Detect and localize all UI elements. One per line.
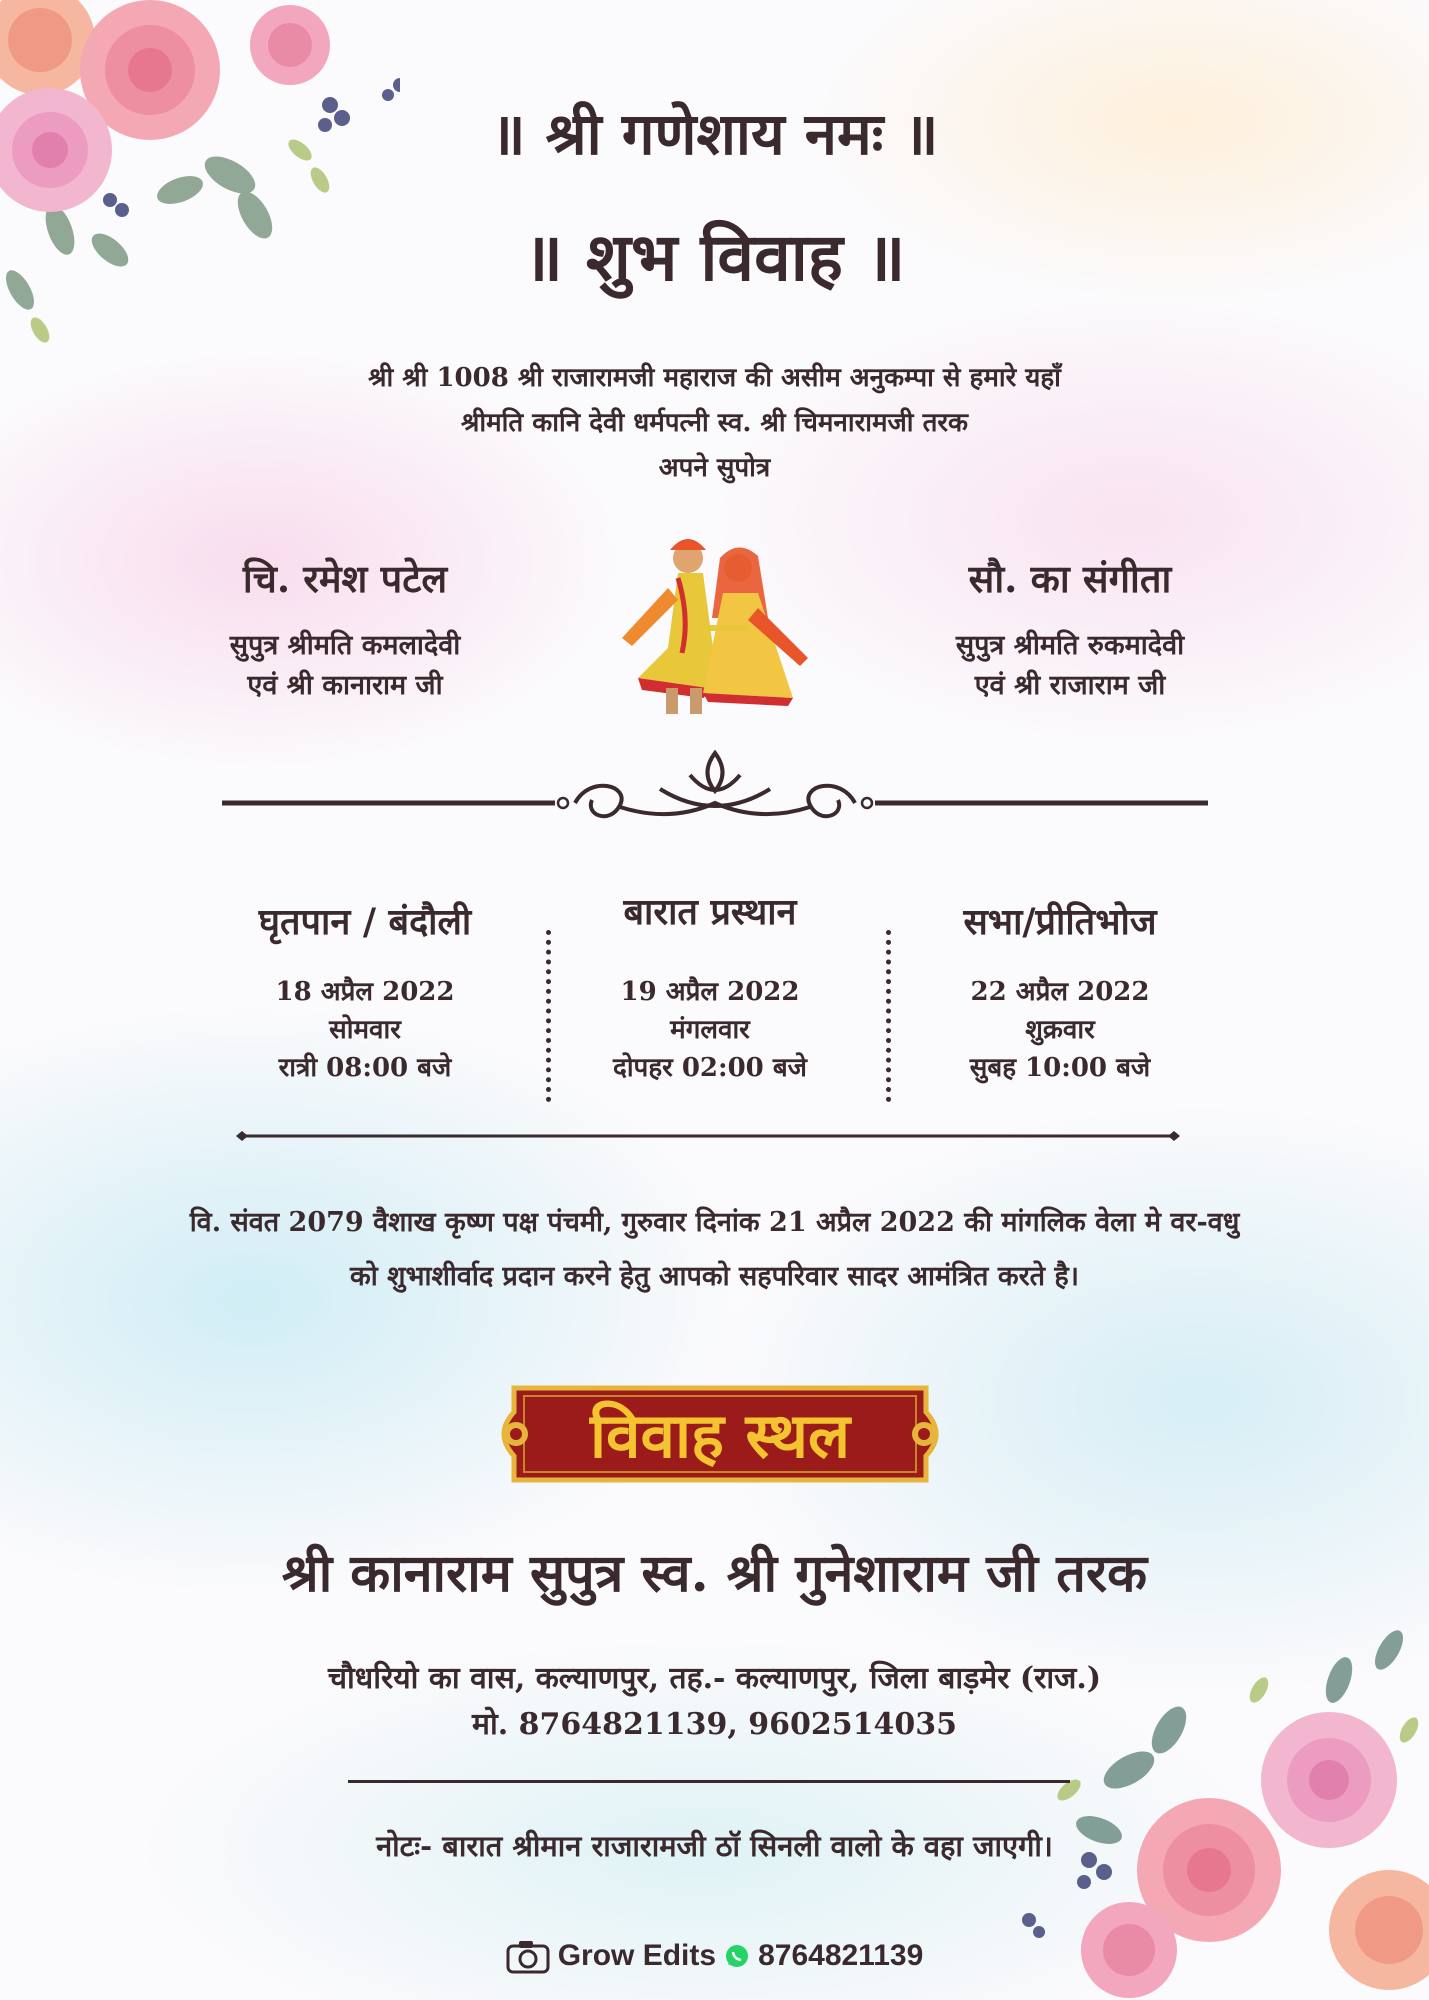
- event-day: शुक्रवार: [1025, 1015, 1095, 1045]
- intro-line-1: श्री श्री 1008 श्री राजारामजी महाराज की असीम अनुकम्पा से हमारे यहाँ: [368, 363, 1061, 393]
- bride-block: [880, 552, 1260, 706]
- event-details: [200, 973, 530, 1087]
- note-text: नोटः- बारात श्रीमान राजारामजी ठॉ सिनली वालो के वहा जाएगी।: [376, 1829, 1053, 1863]
- event-time: सुबह 10:00 बजे: [969, 1053, 1151, 1083]
- event-day: मंगलवार: [670, 1015, 750, 1045]
- camera-icon: [506, 1938, 550, 1974]
- note-divider: [348, 1780, 1070, 1783]
- venue-banner: [494, 1382, 946, 1486]
- ganesh-invocation: ॥ श्री गणेशाय नमः ॥: [490, 100, 939, 168]
- event-date: 19 अप्रैल 2022: [620, 977, 800, 1007]
- intro-text: [0, 356, 1429, 491]
- venue-banner-title: विवाह स्थल: [589, 1399, 851, 1472]
- event-details: [560, 973, 860, 1087]
- event-day: सोमवार: [329, 1015, 401, 1045]
- event-title: घृतपान / बंदौली: [258, 901, 472, 943]
- bride-groom-illustration: [608, 528, 822, 723]
- event-separator-left: [546, 930, 551, 1102]
- page-title: ॥ शुभ विवाह ॥: [523, 218, 906, 296]
- groom-parents: [160, 626, 530, 706]
- bride-parents: [880, 626, 1260, 706]
- groom-name: चि. रमेश पटेल: [242, 556, 448, 601]
- bride-parents-line-2: एवं श्री राजाराम जी: [974, 670, 1166, 701]
- diya-flourish-icon: [575, 753, 855, 816]
- events-divider: [234, 1126, 1182, 1146]
- event-title: सभा/प्रीतिभोज: [963, 901, 1157, 943]
- intro-line-3: अपने सुपोत्र: [658, 453, 771, 483]
- top-left-floral-decoration: [0, 0, 400, 360]
- event-time: रात्री 08:00 बजे: [278, 1053, 452, 1083]
- event-details: [900, 973, 1220, 1087]
- event-title: बारात प्रस्थान: [623, 891, 797, 933]
- venue-address-block: [0, 1656, 1429, 1748]
- groom-parents-line-1: सुपुत्र श्रीमति कमलादेवी: [229, 630, 461, 661]
- footer-brand: Grow Edits: [557, 1939, 717, 1972]
- whatsapp-icon: [724, 1943, 750, 1969]
- invitation-message-line-2: को शुभाशीर्वाद प्रदान करने हेतु आपको सहपरिवार सादर आमंत्रित करते है।: [350, 1261, 1079, 1292]
- event-date: 22 अप्रैल 2022: [970, 977, 1150, 1007]
- groom-parents-line-2: एवं श्री कानाराम जी: [247, 670, 443, 701]
- venue-address: चौधरियो का वास, कल्याणपुर, तह.- कल्याणपुर, जिला बाड़मेर (राज.): [327, 1661, 1102, 1696]
- invitation-message-line-1: वि. संवत 2079 वैशाख कृष्ण पक्ष पंचमी, गुरुवार दिनांक 21 अप्रैल 2022 की मांगलिक वेला मे वर-वधु: [189, 1207, 1240, 1238]
- event-reception: [900, 896, 1220, 1087]
- event-date: 18 अप्रैल 2022: [275, 977, 455, 1007]
- ornamental-divider: [220, 745, 1210, 835]
- event-separator-right: [886, 930, 891, 1102]
- footer-phone: 8764821139: [758, 1939, 924, 1972]
- venue-host-name: श्री कानाराम सुपुत्र स्व. श्री गुनेशाराम जी तरक: [281, 1543, 1148, 1604]
- event-time: दोपहर 02:00 बजे: [613, 1053, 807, 1083]
- bride-name: सौ. का संगीता: [968, 556, 1172, 601]
- invitation-message: [120, 1196, 1309, 1304]
- event-baraat: [560, 886, 860, 1087]
- event-haldi: [200, 896, 530, 1087]
- venue-phone: मो. 8764821139, 9602514035: [472, 1707, 957, 1742]
- intro-line-2: श्रीमति कानि देवी धर्मपत्नी स्व. श्री चिमनारामजी तरक: [460, 408, 968, 438]
- groom-block: [160, 552, 530, 706]
- footer-branding: [0, 1938, 1429, 1974]
- bride-parents-line-1: सुपुत्र श्रीमति रुकमादेवी: [955, 630, 1185, 661]
